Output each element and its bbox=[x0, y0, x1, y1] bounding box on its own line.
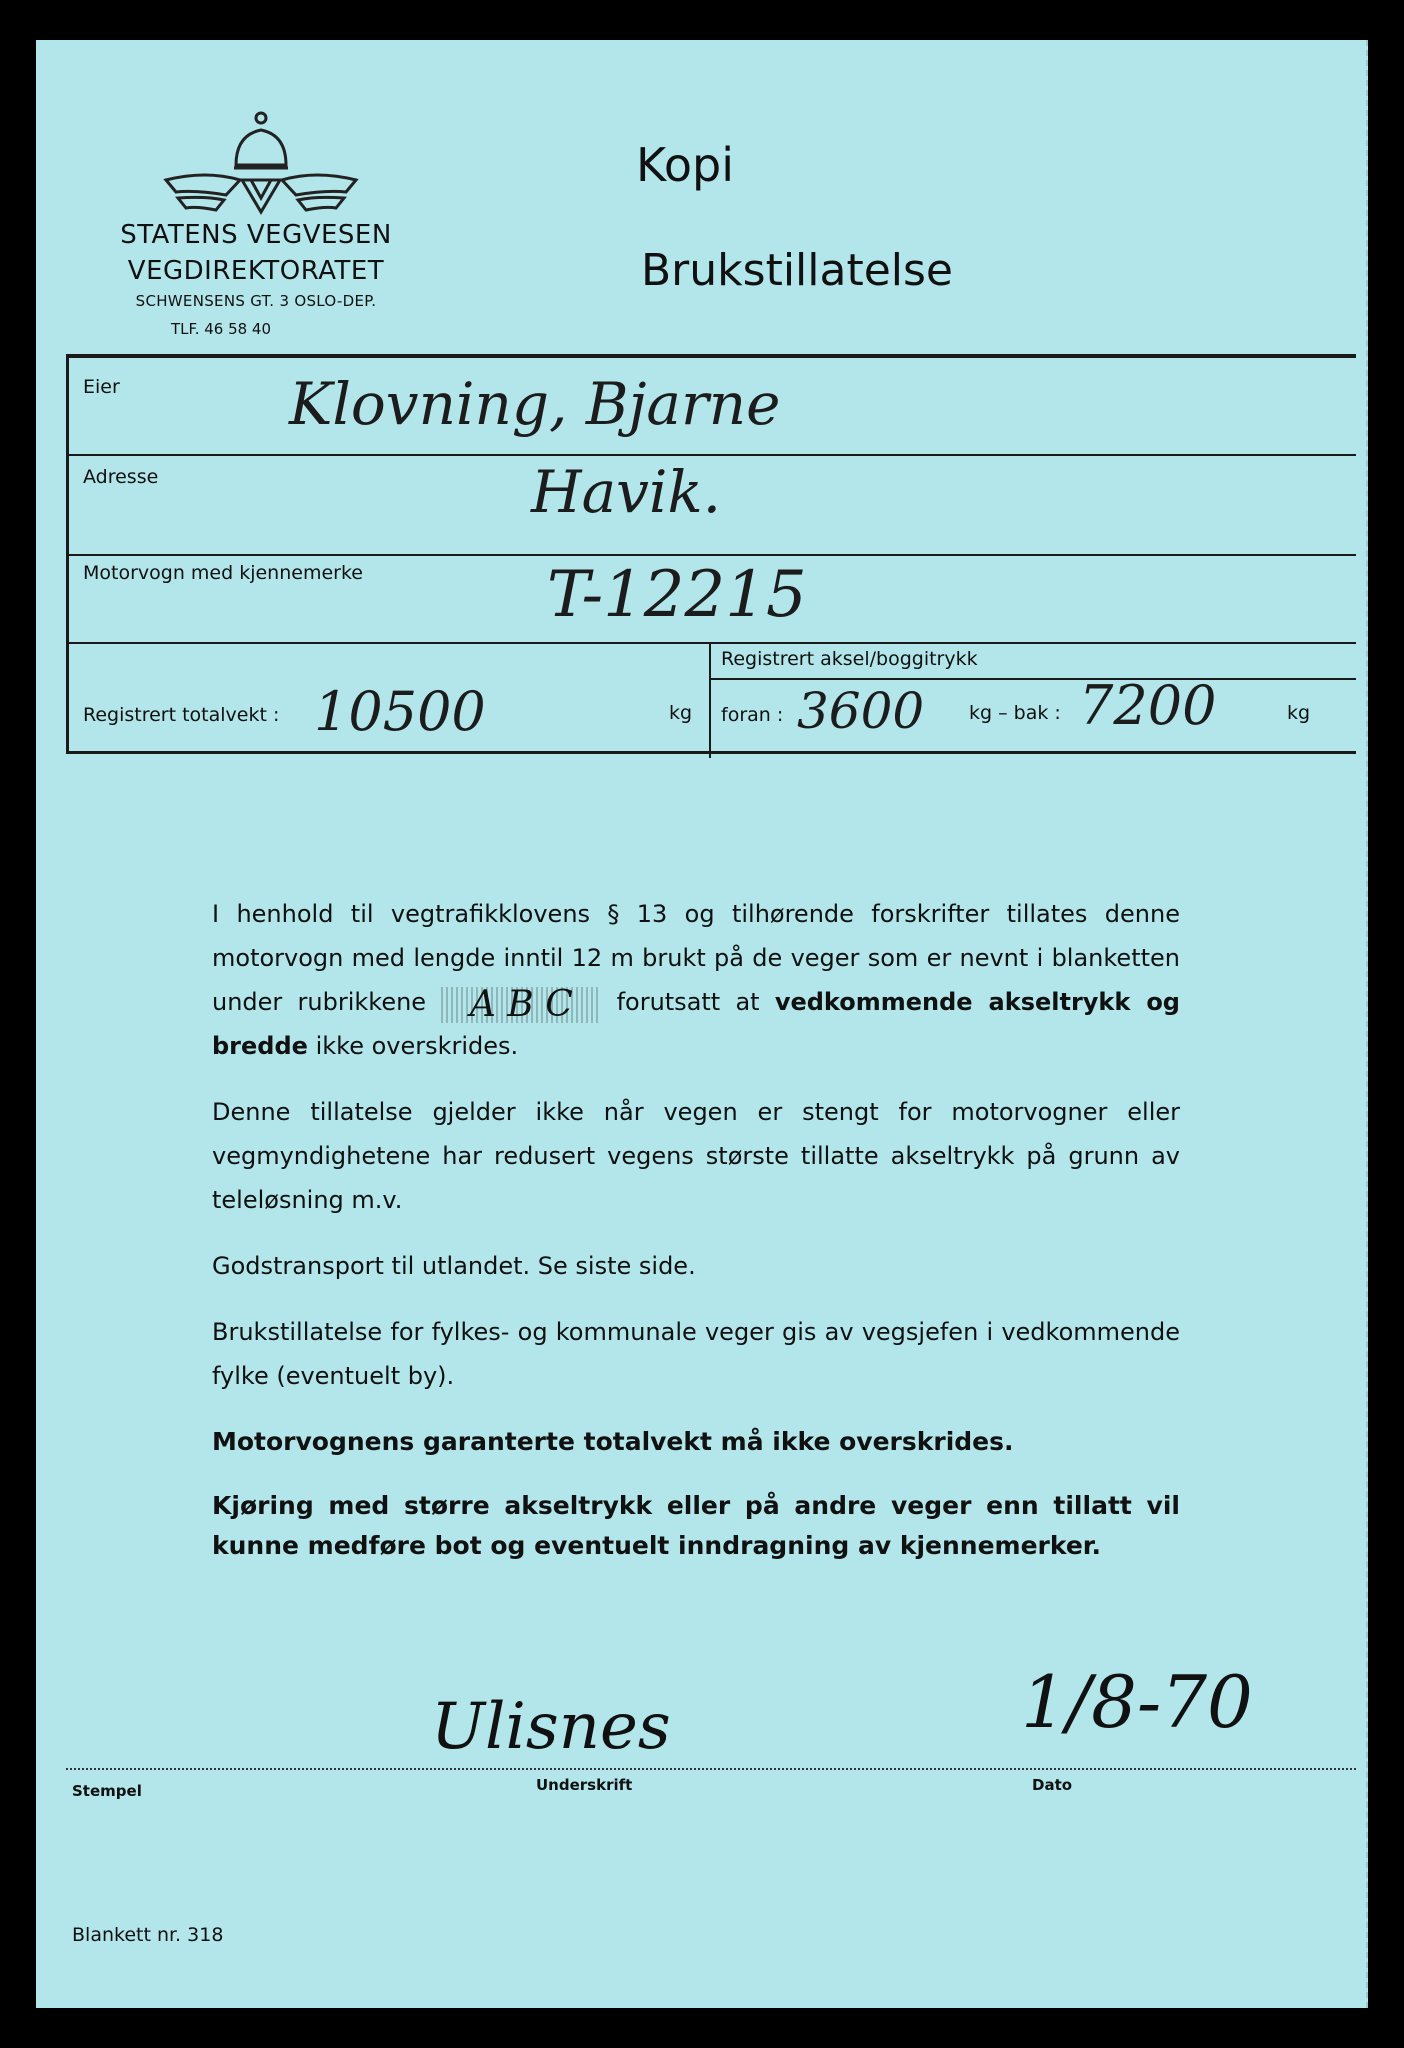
form-number: Blankett nr. 318 bbox=[72, 1924, 224, 1946]
total-weight-value: 10500 bbox=[314, 680, 486, 743]
back-axle-value: 7200 bbox=[1079, 674, 1217, 737]
kg-unit: kg bbox=[1287, 702, 1311, 724]
paragraph-transport: Godstransport til utlandet. Se siste side. bbox=[212, 1252, 696, 1280]
stamp-label: Stempel bbox=[72, 1782, 142, 1800]
permit-text-bold: vedkommende akseltrykk og bredde bbox=[212, 988, 1180, 1060]
org-address: SCHWENSENS GT. 3 OSLO-DEP. bbox=[135, 292, 377, 310]
column-divider bbox=[709, 642, 711, 758]
permit-text-part: I henhold til vegtrafikklovens § 13 og tilhørende forskrifter tillates denne motorvogn med lengde inntil 12 m brukt på de veger som er nevnt i blanketten under rubrikkene bbox=[212, 900, 1180, 1016]
permit-text-part: ikke overskrides. bbox=[315, 1032, 519, 1060]
permit-text-part: forutsatt at bbox=[616, 988, 760, 1016]
address-label: Adresse bbox=[83, 466, 159, 488]
paragraph-permit bbox=[212, 892, 1180, 1068]
divider bbox=[709, 678, 1356, 680]
org-name: STATENS VEGVESEN bbox=[120, 220, 392, 250]
permit-text bbox=[212, 892, 1180, 1588]
signature: Ulisnes bbox=[431, 1690, 671, 1764]
document-title: Brukstillatelse bbox=[641, 245, 953, 296]
date-label: Dato bbox=[1032, 1776, 1073, 1794]
total-weight-label: Registrert totalvekt : bbox=[83, 704, 280, 726]
divider bbox=[69, 642, 1356, 644]
vehicle-plate-value: T-12215 bbox=[547, 558, 807, 632]
registration-fields bbox=[66, 354, 1356, 754]
handwritten-road-classes: A B C bbox=[441, 987, 601, 1023]
axle-header: Registrert aksel/boggitrykk bbox=[721, 648, 978, 670]
signature-line bbox=[66, 1768, 1356, 1770]
owner-label: Eier bbox=[83, 376, 120, 398]
paragraph-county-roads: Brukstillatelse for fylkes- og kommunale veger gis av vegsjefen i vedkommende fylke (eventuelt by). bbox=[212, 1318, 1180, 1390]
copy-label: Kopi bbox=[636, 138, 734, 192]
front-axle-label: foran : bbox=[721, 704, 784, 726]
address-value: Havik. bbox=[531, 458, 722, 526]
warning-total-weight: Motorvognens garanterte totalvekt må ikke overskrides. bbox=[212, 1427, 1014, 1456]
warning-penalty: Kjøring med større akseltrykk eller på andre veger enn tillatt vil kunne medføre bot og eventuelt inndragning av kjennemerker. bbox=[212, 1491, 1180, 1560]
kg-unit: kg bbox=[669, 702, 693, 724]
vehicle-label: Motorvogn med kjennemerke bbox=[83, 562, 363, 584]
form-sheet bbox=[36, 40, 1368, 2008]
back-axle-label: kg – bak : bbox=[969, 702, 1061, 724]
divider bbox=[69, 554, 1356, 556]
owner-value: Klovning, Bjarne bbox=[289, 370, 781, 438]
divider bbox=[69, 454, 1356, 456]
front-axle-value: 3600 bbox=[797, 682, 925, 740]
org-department: VEGDIREKTORATET bbox=[127, 256, 385, 286]
org-phone: TLF. 46 58 40 bbox=[170, 320, 272, 338]
signature-label: Underskrift bbox=[536, 1776, 633, 1794]
date-value: 1/8-70 bbox=[1021, 1660, 1253, 1744]
paragraph-restriction: Denne tillatelse gjelder ikke når vegen er stengt for motorvogner eller vegmyndighetene har redusert vegens største tillatte akseltrykk på grunn av teleløsning m.v. bbox=[212, 1098, 1180, 1214]
